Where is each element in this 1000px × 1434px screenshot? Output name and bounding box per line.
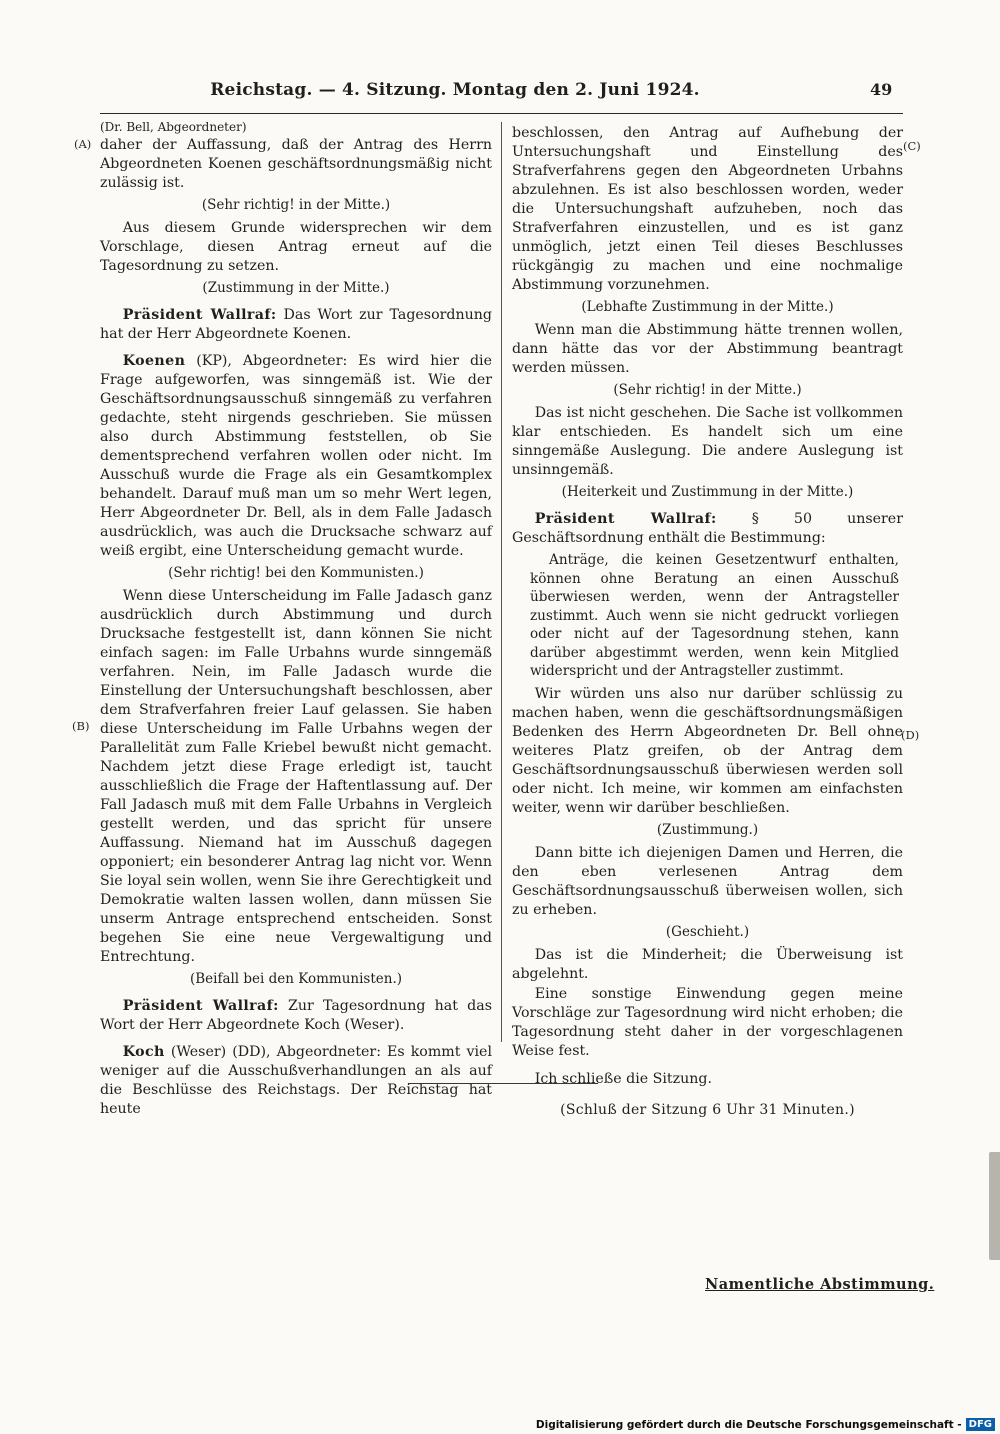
digitization-footer — [536, 1418, 995, 1431]
stage-direction: (Sehr richtig! in der Mitte.) — [613, 382, 802, 398]
stage-direction: (Geschieht.) — [665, 923, 750, 940]
paragraph: Wir würden uns also nur darüber schlüssig zu machen haben, wenn die geschäftsordnungsmäßigen Bedenken des Herrn Abgeordneten Dr. Bell ohne weiteres Platz greifen, ob der Antrag dem Geschäftsordnungsausschuß überwiesen werden soll oder nicht. Ich meine, wir kommen am einfachsten weiter, wenn wir darüber beschließen. — [512, 685, 903, 816]
page-number: 49 — [870, 80, 893, 99]
scan-edge-artifact — [989, 1152, 1000, 1260]
section-divider-rule — [408, 1083, 598, 1084]
paragraph: daher der Auffassung, daß der Antrag des Herrn Abgeordneten Koenen geschäftsordnungsmäßig nicht zulässig ist. — [100, 137, 492, 191]
digitization-credit: Digitalisierung gefördert durch die Deutsche Forschungsgemeinschaft - — [535, 1418, 962, 1431]
paragraph: Ich schließe die Sitzung. — [534, 1070, 712, 1087]
speaker-name: Präsident Wallraf: — [122, 998, 279, 1014]
margin-marker-a: (A) — [74, 137, 92, 151]
paragraph: Das ist die Minderheit; die Überweisung ist abgelehnt. — [512, 946, 903, 982]
page-header-title: Reichstag. — 4. Sitzung. Montag den 2. Juni 1924. — [210, 80, 700, 100]
stage-direction: (Sehr richtig! in der Mitte.) — [201, 197, 391, 213]
stage-direction: (Sehr richtig! bei den Kommunisten.) — [168, 565, 424, 581]
speaker-text: (Weser) (DD), Abgeordneter: Es kommt viel weniger auf die Ausschußverhandlungen an als auf die Beschlüsse des Reichstags. Der Reichstag hat heute — [100, 1044, 492, 1117]
header-rule — [100, 113, 903, 114]
stage-direction: (Heiterkeit und Zustimmung in der Mitte.) — [561, 484, 854, 500]
speaker-name: Koch — [122, 1044, 165, 1060]
paragraph: Dann bitte ich diejenigen Damen und Herren, die den eben verlesenen Antrag dem Geschäftsordnungsausschuß überweisen wollen, sich zu erheben. — [512, 844, 903, 918]
right-column — [512, 124, 903, 1124]
speaker-paragraph — [100, 997, 492, 1035]
stage-direction: (Zustimmung.) — [656, 821, 759, 838]
speaker-paragraph — [100, 306, 492, 344]
speaker-text: (KP), Abgeordneter: Es wird hier die Frage aufgeworfen, was sinngemäß ist. Wie der Geschäftsordnungsausschuß sinngemäß zu verfahren gedachte, steht nirgends geschrieben. Sie müssen also durch Abstimmung feststellen, ob Sie dementsprechend verfahren wollen oder nicht. Im Ausschuß wurde die Frage als ein Gesamtkomplex behandelt. Darauf muß man um so mehr Wert legen, Herr Abgeordneter Dr. Bell, als in dem Falle Jadasch ausdrücklich, was auch die Drucksache schwarz auf weiß ergibt, eine Unterscheidung gemacht wurde. — [100, 353, 492, 559]
speaker-name: Präsident Wallraf: — [534, 511, 717, 527]
paragraph: Wenn diese Unterscheidung im Falle Jadasch ganz ausdrücklich durch Abstimmung und durch Drucksache festgestellt ist, dann können Sie nicht einfach sagen: im Falle Urbahns wurde sinngemäß verfahren. Nein, im Falle Jadasch wurde die Einstellung der Untersuchungshaft beschlossen, aber dem Strafverfahren freier Lauf gelassen. Sie haben diese Unterscheidung im Falle Urbahns wegen der Parallelität zum Falle Kriebel bewußt nicht gemacht. Nachdem jetzt diese Frage erledigt ist, taucht ausschließlich die Frage der Haftentlassung auf. Der Fall Jadasch muß mit dem Falle Urbahns in Vergleich gestellt werden, und das spricht für unsere Auffassung. Niemand hat im Ausschuß dagegen opponiert; ein besonderer Antrag lag nicht vor. Wenn Sie loyal sein wollen, wenn Sie ihre Gerechtigkeit und Demokratie walten lassen wollen, dann müssen Sie unserm Antrage entsprechend entscheiden. Sonst begehen Sie eine neue Vergewaltigung und Entrechtung. — [100, 588, 492, 965]
paragraph: Wenn man die Abstimmung hätte trennen wollen, dann hätte das vor der Abstimmung beantragt werden müssen. — [512, 322, 903, 376]
speaker-paragraph — [100, 1043, 492, 1119]
speaker-paragraph — [100, 352, 492, 561]
stage-direction: (Zustimmung in der Mitte.) — [202, 280, 390, 296]
left-column — [100, 120, 492, 1120]
speaker-text: Zur Tagesordnung hat das Wort der Herr Abgeordnete Koch (Weser). — [100, 998, 492, 1033]
stage-direction: (Beifall bei den Kommunisten.) — [189, 971, 403, 987]
speaker-text: § 50 unserer Geschäftsordnung enthält die Bestimmung: — [512, 511, 903, 546]
paragraph: beschlossen, den Antrag auf Aufhebung der Untersuchungshaft und Einstellung des Strafverfahrens gegen den Abgeordneten Urbahns abzulehnen. Es ist also beschlossen worden, weder die Untersuchungshaft aufzuheben, noch das Strafverfahren einzustellen, und es ist ganz unmöglich, jetzt einen Teil dieses Beschlusses rückgängig zu machen und eine nochmalige Abstimmung vorzunehmen. — [512, 125, 903, 293]
margin-marker-c: (C) — [903, 139, 921, 153]
continuation-note: (Dr. Bell, Abgeordneter) — [100, 120, 247, 134]
session-end-note: (Schluß der Sitzung 6 Uhr 31 Minuten.) — [560, 1101, 855, 1118]
speaker-name: Präsident Wallraf: — [122, 307, 277, 323]
stage-direction: (Lebhafte Zustimmung in der Mitte.) — [581, 299, 834, 315]
speaker-text: Das Wort zur Tagesordnung hat der Herr Abgeordnete Koenen. — [100, 307, 492, 342]
paragraph: Aus diesem Grunde widersprechen wir dem Vorschlage, diesen Antrag erneut auf die Tagesordnung zu setzen. — [100, 220, 492, 274]
margin-marker-b: (B) — [72, 719, 90, 733]
quote-block: Anträge, die keinen Gesetzentwurf enthalten, können ohne Beratung an einen Ausschuß überwiesen werden, wenn der Antragsteller zustimmt. Auch wenn sie nicht gedruckt vorliegen oder nicht auf der Tagesordnung stehen, kann darüber abgestimmt werden, wenn kein Mitglied widerspricht und der Antragsteller zustimmt. — [530, 552, 899, 679]
margin-marker-d: (D) — [901, 728, 920, 742]
paragraph: Eine sonstige Einwendung gegen meine Vorschläge zur Tagesordnung wird nicht erhoben; die Tagesordnung steht daher in der vorgeschlagenen Weise fest. — [512, 985, 903, 1059]
paragraph: Das ist nicht geschehen. Die Sache ist vollkommen klar entschieden. Es handelt sich um eine sinngemäße Auslegung. Die andere Auslegung ist unsinngemäß. — [512, 405, 903, 478]
speaker-name: Koenen — [122, 353, 186, 369]
roll-call-vote-heading: Namentliche Abstimmung. — [705, 1276, 935, 1293]
column-divider — [501, 122, 502, 1042]
dfg-logo: DFG — [966, 1418, 995, 1431]
speaker-paragraph — [512, 510, 903, 548]
